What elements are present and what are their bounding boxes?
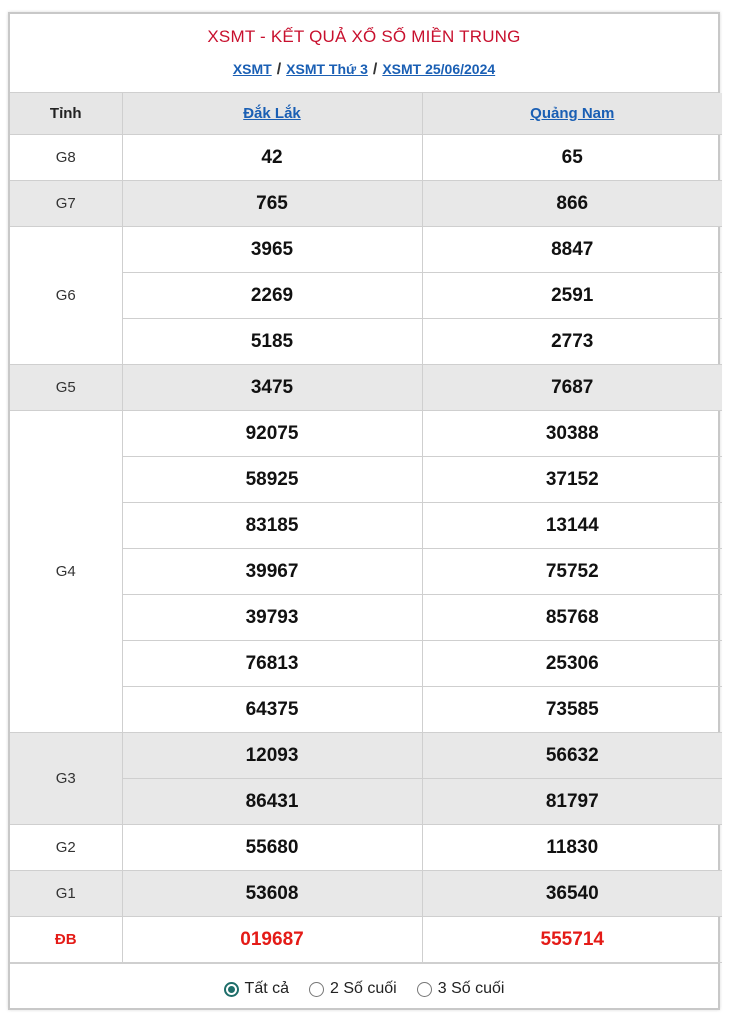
province-link-dak-lak[interactable]: Đắk Lắk [243,105,301,122]
radio-unchecked-icon[interactable] [417,982,432,997]
result-dak-lak: 39793 [122,595,422,641]
result-dak-lak: 86431 [122,779,422,825]
breadcrumb [10,61,718,79]
result-quang-nam: 36540 [422,871,722,917]
result-quang-nam: 81797 [422,779,722,825]
result-dak-lak: 12093 [122,733,422,779]
breadcrumb-link-xsmt-date[interactable]: XSMT 25/06/2024 [382,61,496,77]
filter-option-all[interactable] [224,980,289,998]
table-row [10,365,722,411]
result-quang-nam: 25306 [422,641,722,687]
result-quang-nam: 7687 [422,365,722,411]
column-header-dak-lak [122,93,422,135]
table-header-row [10,93,722,135]
result-dak-lak: 92075 [122,411,422,457]
digit-filter [10,963,718,1014]
column-header-province: Tỉnh [10,93,122,135]
results-panel [8,12,720,1010]
prize-label: G3 [10,733,122,825]
prize-label: G7 [10,181,122,227]
prize-label: G6 [10,227,122,365]
result-quang-nam: 56632 [422,733,722,779]
result-quang-nam: 866 [422,181,722,227]
result-dak-lak: 3965 [122,227,422,273]
filter-option-label: 2 Số cuối [330,980,397,997]
table-row [10,135,722,181]
result-dak-lak: 64375 [122,687,422,733]
table-row [10,733,722,779]
result-quang-nam: 2591 [422,273,722,319]
prize-label: G8 [10,135,122,181]
table-row [10,917,722,963]
results-body [10,135,722,963]
result-quang-nam: 8847 [422,227,722,273]
page-title: XSMT - KẾT QUẢ XỔ SỐ MIỀN TRUNG [207,27,521,46]
result-quang-nam: 73585 [422,687,722,733]
results-table [10,93,722,963]
result-dak-lak: 2269 [122,273,422,319]
prize-label: G1 [10,871,122,917]
result-quang-nam: 11830 [422,825,722,871]
result-dak-lak: 55680 [122,825,422,871]
result-dak-lak: 42 [122,135,422,181]
result-quang-nam: 13144 [422,503,722,549]
table-row [10,227,722,273]
breadcrumb-separator: / [372,61,378,78]
prize-label: G4 [10,411,122,733]
results-header [10,14,718,93]
prize-label: G2 [10,825,122,871]
column-header-quang-nam [422,93,722,135]
result-dak-lak: 58925 [122,457,422,503]
breadcrumb-link-xsmt-thu-3[interactable]: XSMT Thứ 3 [286,61,368,77]
result-quang-nam: 65 [422,135,722,181]
radio-checked-icon[interactable] [224,982,239,997]
table-row [10,825,722,871]
result-dak-lak: 5185 [122,319,422,365]
result-quang-nam: 30388 [422,411,722,457]
result-dak-lak: 765 [122,181,422,227]
filter-option-label: Tất cả [244,980,290,997]
province-link-quang-nam[interactable]: Quảng Nam [530,105,615,122]
filter-option-label: 3 Số cuối [437,980,505,997]
result-quang-nam: 37152 [422,457,722,503]
prize-label: G5 [10,365,122,411]
result-dak-lak: 83185 [122,503,422,549]
table-row [10,181,722,227]
breadcrumb-separator: / [276,61,282,78]
table-row [10,871,722,917]
filter-option-last-3[interactable] [417,980,505,998]
breadcrumb-link-xsmt[interactable]: XSMT [232,61,272,77]
prize-label: ĐB [10,917,122,963]
result-dak-lak: 3475 [122,365,422,411]
result-quang-nam: 85768 [422,595,722,641]
result-quang-nam: 2773 [422,319,722,365]
filter-option-last-2[interactable] [309,980,397,998]
radio-unchecked-icon[interactable] [309,982,324,997]
result-dak-lak: 39967 [122,549,422,595]
result-dak-lak: 53608 [122,871,422,917]
result-dak-lak: 019687 [122,917,422,963]
result-quang-nam: 75752 [422,549,722,595]
result-dak-lak: 76813 [122,641,422,687]
table-row [10,411,722,457]
result-quang-nam: 555714 [422,917,722,963]
